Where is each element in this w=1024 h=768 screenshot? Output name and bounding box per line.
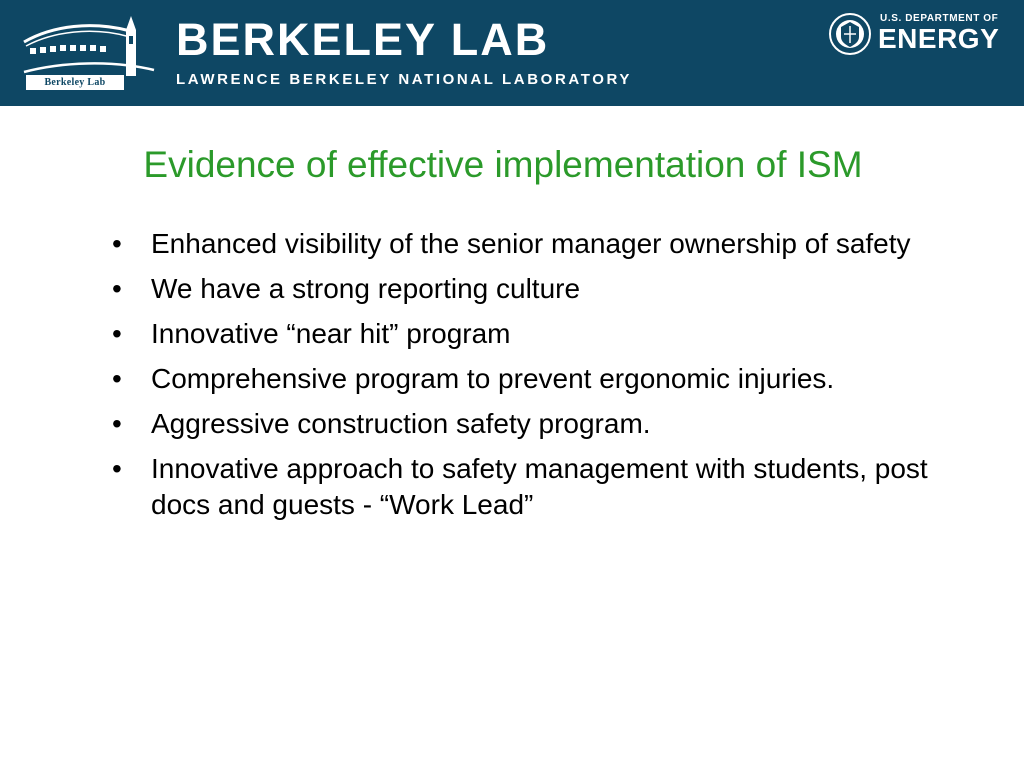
bullet-item — [110, 361, 960, 397]
bullet-text: Innovative approach to safety management with students, post docs and guests - “Work Lead” — [151, 453, 928, 520]
lab-full-name: LAWRENCE BERKELEY NATIONAL LABORATORY — [176, 71, 632, 88]
bullet-item — [110, 271, 960, 307]
bullet-text: We have a strong reporting culture — [151, 273, 581, 304]
bullet-item — [110, 316, 960, 352]
bullet-marker: • — [112, 363, 122, 394]
bullet-item — [110, 226, 960, 262]
bullet-text: Aggressive construction safety program. — [151, 408, 651, 439]
bullet-text: Enhanced visibility of the senior manager ownership of safety — [151, 228, 911, 259]
doe-seal-icon — [828, 12, 872, 56]
bullet-list — [110, 226, 960, 532]
bullet-text: Comprehensive program to prevent ergonomic injuries. — [151, 363, 835, 394]
doe-department-label: U.S. DEPARTMENT OF — [880, 13, 999, 24]
bullet-marker: • — [112, 408, 122, 439]
lab-logo-caption: Berkeley Lab — [26, 75, 124, 90]
bullet-text: Innovative “near hit” program — [151, 318, 511, 349]
bullet-marker: • — [112, 273, 122, 304]
bullet-marker: • — [112, 228, 122, 259]
bullet-item — [110, 406, 960, 442]
slide-title: Evidence of effective implementation of ISM — [143, 144, 863, 185]
header-banner — [0, 0, 1024, 106]
doe-name: ENERGY — [878, 23, 1000, 54]
bullet-item — [110, 451, 960, 523]
bullet-marker: • — [112, 318, 122, 349]
lab-name: BERKELEY LAB — [176, 14, 550, 65]
bullet-marker: • — [112, 453, 122, 484]
